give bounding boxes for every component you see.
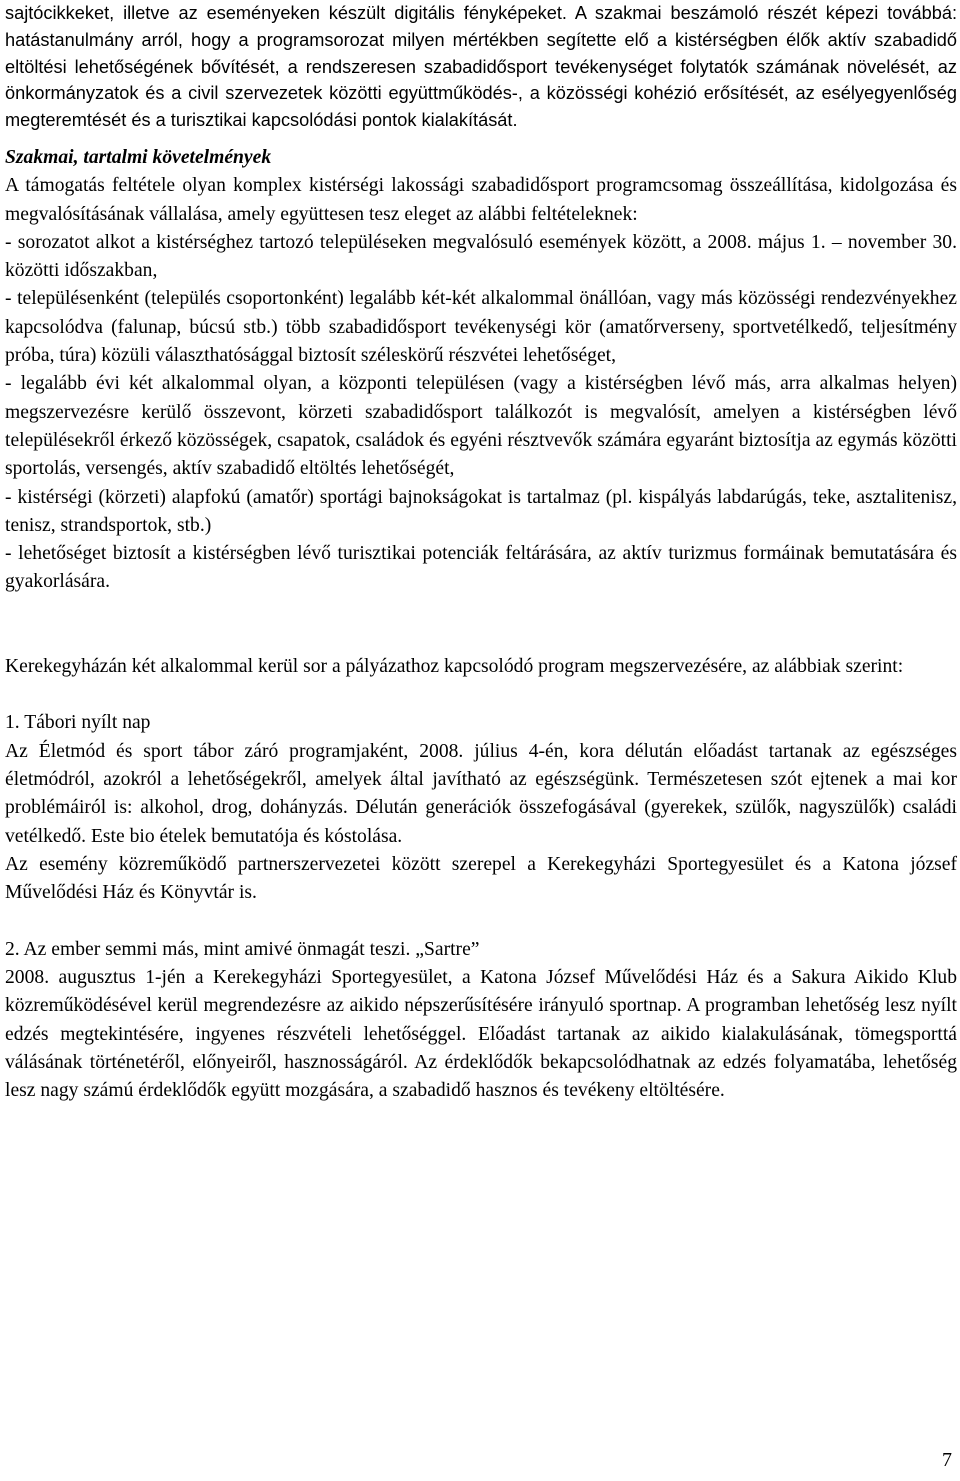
intro-paragraph: sajtócikkeket, illetve az eseményeken készült digitális fényképeket. A szakmai beszámoló részét képezi továbbá: hatástanulmány arról, hogy a programsorozat milyen mértékben segítette elő a kistérségben élők aktív szabadidő eltöltési lehetőségének bővítését, a rendszeresen szabadidősport tevékenységet folytatók számának növelését, az önkormányzatok és a civil szervezetek közötti együttműködés-, a közösségi kohézió erősítését, az esélyegyenlőség megteremtését és a turisztikai kapcsolódási pontok kialakítását. bbox=[5, 3, 957, 131]
requirements-item-1: - sorozatot alkot a kistérséghez tartozó településeken megvalósuló események között, a 2008. május 1. – november 30. közötti időszakban, bbox=[5, 231, 957, 282]
spacer bbox=[5, 597, 957, 653]
page-number: 7 bbox=[942, 1449, 952, 1471]
requirements-item-4: - kistérségi (körzeti) alapfokú (amatőr) sportági bajnokságokat is tartalmaz (pl. kispályás labdarúgás, teke, asztalitenisz, tenisz, strandsportok, stb.) bbox=[5, 486, 957, 536]
requirements-item-3: - legalább évi két alkalommal olyan, a központi településen (vagy a kistérségben lévő más, arra alkalmas helyen) megszervezésre kerülő összevont, körzeti szabadidősport találkozót is megvalósít, amelyen a kistérségben lévő településekről érkező közösségek, csapatok, családok és egyéni résztvevők számára egyaránt biztosítja az egymás közötti sportolás, versengés, aktív szabadidő eltöltés lehetőségét, bbox=[5, 373, 957, 480]
kerekegyhaza-intro: Kerekegyházán két alkalommal kerül sor a pályázathoz kapcsolódó program megszervezésére, az alábbiak szerint: bbox=[5, 655, 904, 677]
spacer bbox=[5, 907, 957, 935]
requirements-item-5: - lehetőséget biztosít a kistérségben lévő turisztikai potenciák feltárására, az aktív turizmus formáinak bemutatására és gyakorlására. bbox=[5, 543, 957, 593]
spacer bbox=[5, 681, 957, 709]
spacer bbox=[5, 134, 957, 144]
event-2-paragraph: 2008. augusztus 1-jén a Kerekegyházi Sportegyesület, a Katona József Művelődési Ház és a Sakura Aikido Klub közreműködésével kerül megrendezésre az aikido népszerűsítésére irányuló sportnap. A programban lehetőség lesz nyílt edzés megtekintésére, ingyenes részvételi lehetőséggel. Előadást tartanak az aikido kialakulásának, tömegsporttá válásának történetéről, előnyeiről, hasznosságáról. Az érdeklődők bekapcsolódhatnak az edzés folyamatába, lehetőség lesz nagy számú érdeklődők együtt mozgására, a szabadidő hasznos és tevékeny eltöltésére. bbox=[5, 967, 957, 1102]
event-1-title: 1. Tábori nyílt nap bbox=[5, 712, 151, 734]
requirements-intro: A támogatás feltétele olyan komplex kistérségi lakossági szabadidősport programcsomag összeállítása, kidolgozása és megvalósításának vállalása, amely együttesen tesz eleget az alábbi feltételeknek: bbox=[5, 175, 957, 225]
document-page bbox=[5, 0, 957, 1105]
event-2-title: 2. Az ember semmi más, mint amivé önmagát teszi. „Sartre” bbox=[5, 938, 480, 960]
section-heading-requirements: Szakmai, tartalmi követelmények bbox=[5, 146, 272, 168]
requirements-item-2: - településenként (település csoportonként) legalább két-két alkalommal önállóan, vagy más közösségi rendezvényekhez kapcsolódva (falunap, búcsú stb.) több szabadidősport tevékenységi kör (amatőrverseny, sportvetélkedő, teljesítmény próba, túra) közüli választhatósággal biztosít széleskörű részvétei lehetőséget, bbox=[5, 288, 957, 367]
event-1-paragraph: Az Életmód és sport tábor záró programjaként, 2008. július 4-én, kora délután előadást tartanak az egészséges életmódról, azokról a lehetőségekről, amelyek által javítható az egészségünk. Természetesen szót ejtenek a mai kor problémáiról is: alkohol, drog, dohányzás. Délután generációk összefogásával (gyerekek, szülők, nagyszülők) családi vetélkedő. Este bio ételek bemutatója és kóstolása. bbox=[5, 740, 957, 847]
event-1-partners: Az esemény közreműködő partnerszervezetei között szerepel a Kerekegyházi Sportegyesület és a Katona józsef Művelődési Ház és Könyvtár is. bbox=[5, 853, 957, 904]
